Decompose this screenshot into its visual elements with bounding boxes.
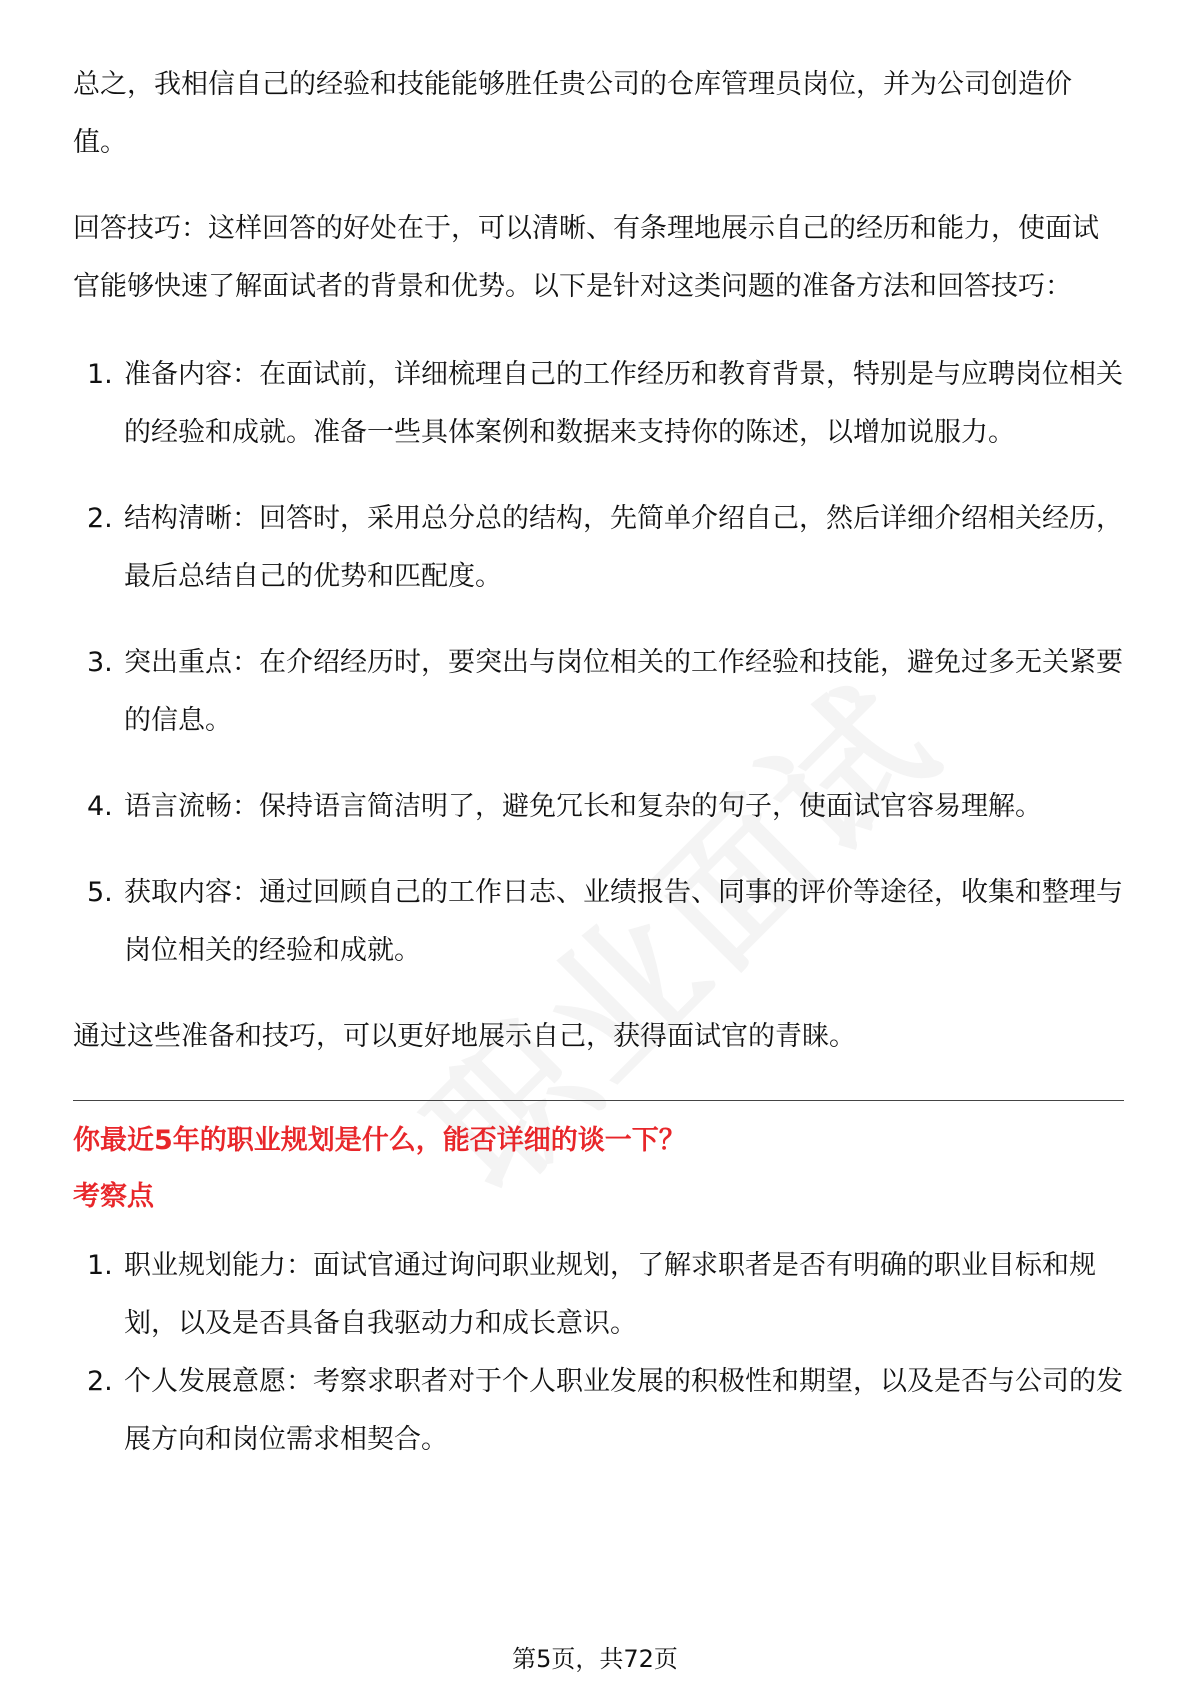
list-item bbox=[73, 864, 1123, 980]
list-item bbox=[73, 1237, 1123, 1353]
list-item-text: 获取内容：通过回顾自己的工作日志、业绩报告、同事的评价等途径，收集和整理与岗位相关的经验和成就。 bbox=[124, 877, 1123, 966]
list-number: 1. bbox=[87, 359, 113, 390]
list-item-text: 准备内容：在面试前，详细梳理自己的工作经历和教育背景，特别是与应聘岗位相关的经验和成就。准备一些具体案例和数据来支持你的陈述，以增加说服力。 bbox=[124, 359, 1123, 448]
list-item bbox=[73, 346, 1123, 462]
list-number: 2. bbox=[87, 503, 113, 534]
section-divider bbox=[73, 1100, 1124, 1101]
list-item bbox=[73, 490, 1123, 606]
list-number: 1. bbox=[87, 1250, 113, 1281]
page-content bbox=[73, 56, 1123, 1469]
list-item-text: 语言流畅：保持语言简洁明了，避免冗长和复杂的句子，使面试官容易理解。 bbox=[124, 791, 1042, 822]
list-number: 4. bbox=[87, 791, 113, 822]
page-number-footer: 第5页，共72页 bbox=[512, 1645, 678, 1673]
list-number: 3. bbox=[87, 647, 113, 678]
conclusion-paragraph: 总之，我相信自己的经验和技能能够胜任贵公司的仓库管理员岗位，并为公司创造价值。 bbox=[73, 69, 1072, 158]
list-item bbox=[73, 778, 1123, 836]
list-item-text: 职业规划能力：面试官通过询问职业规划，了解求职者是否有明确的职业目标和规划，以及是否具备自我驱动力和成长意识。 bbox=[124, 1250, 1096, 1339]
list-item bbox=[73, 1353, 1123, 1469]
list-item-text: 结构清晰：回答时，采用总分总的结构，先简单介绍自己，然后详细介绍相关经历，最后总结自己的优势和匹配度。 bbox=[124, 503, 1123, 592]
question-heading: 你最近5年的职业规划是什么，能否详细的谈一下？ bbox=[73, 1125, 686, 1156]
subheading-assessment-points: 考察点 bbox=[73, 1181, 154, 1212]
tips-list bbox=[73, 346, 1123, 980]
assessment-points-list bbox=[73, 1237, 1123, 1469]
list-item bbox=[73, 634, 1123, 750]
tips-intro-paragraph: 回答技巧：这样回答的好处在于，可以清晰、有条理地展示自己的经历和能力，使面试官能够快速了解面试者的背景和优势。以下是针对这类问题的准备方法和回答技巧： bbox=[73, 213, 1099, 302]
list-item-text: 个人发展意愿：考察求职者对于个人职业发展的积极性和期望，以及是否与公司的发展方向和岗位需求相契合。 bbox=[124, 1366, 1123, 1455]
list-number: 5. bbox=[87, 877, 113, 908]
list-number: 2. bbox=[87, 1366, 113, 1397]
closing-paragraph: 通过这些准备和技巧，可以更好地展示自己，获得面试官的青睐。 bbox=[73, 1021, 856, 1052]
list-item-text: 突出重点：在介绍经历时，要突出与岗位相关的工作经验和技能，避免过多无关紧要的信息。 bbox=[124, 647, 1123, 736]
